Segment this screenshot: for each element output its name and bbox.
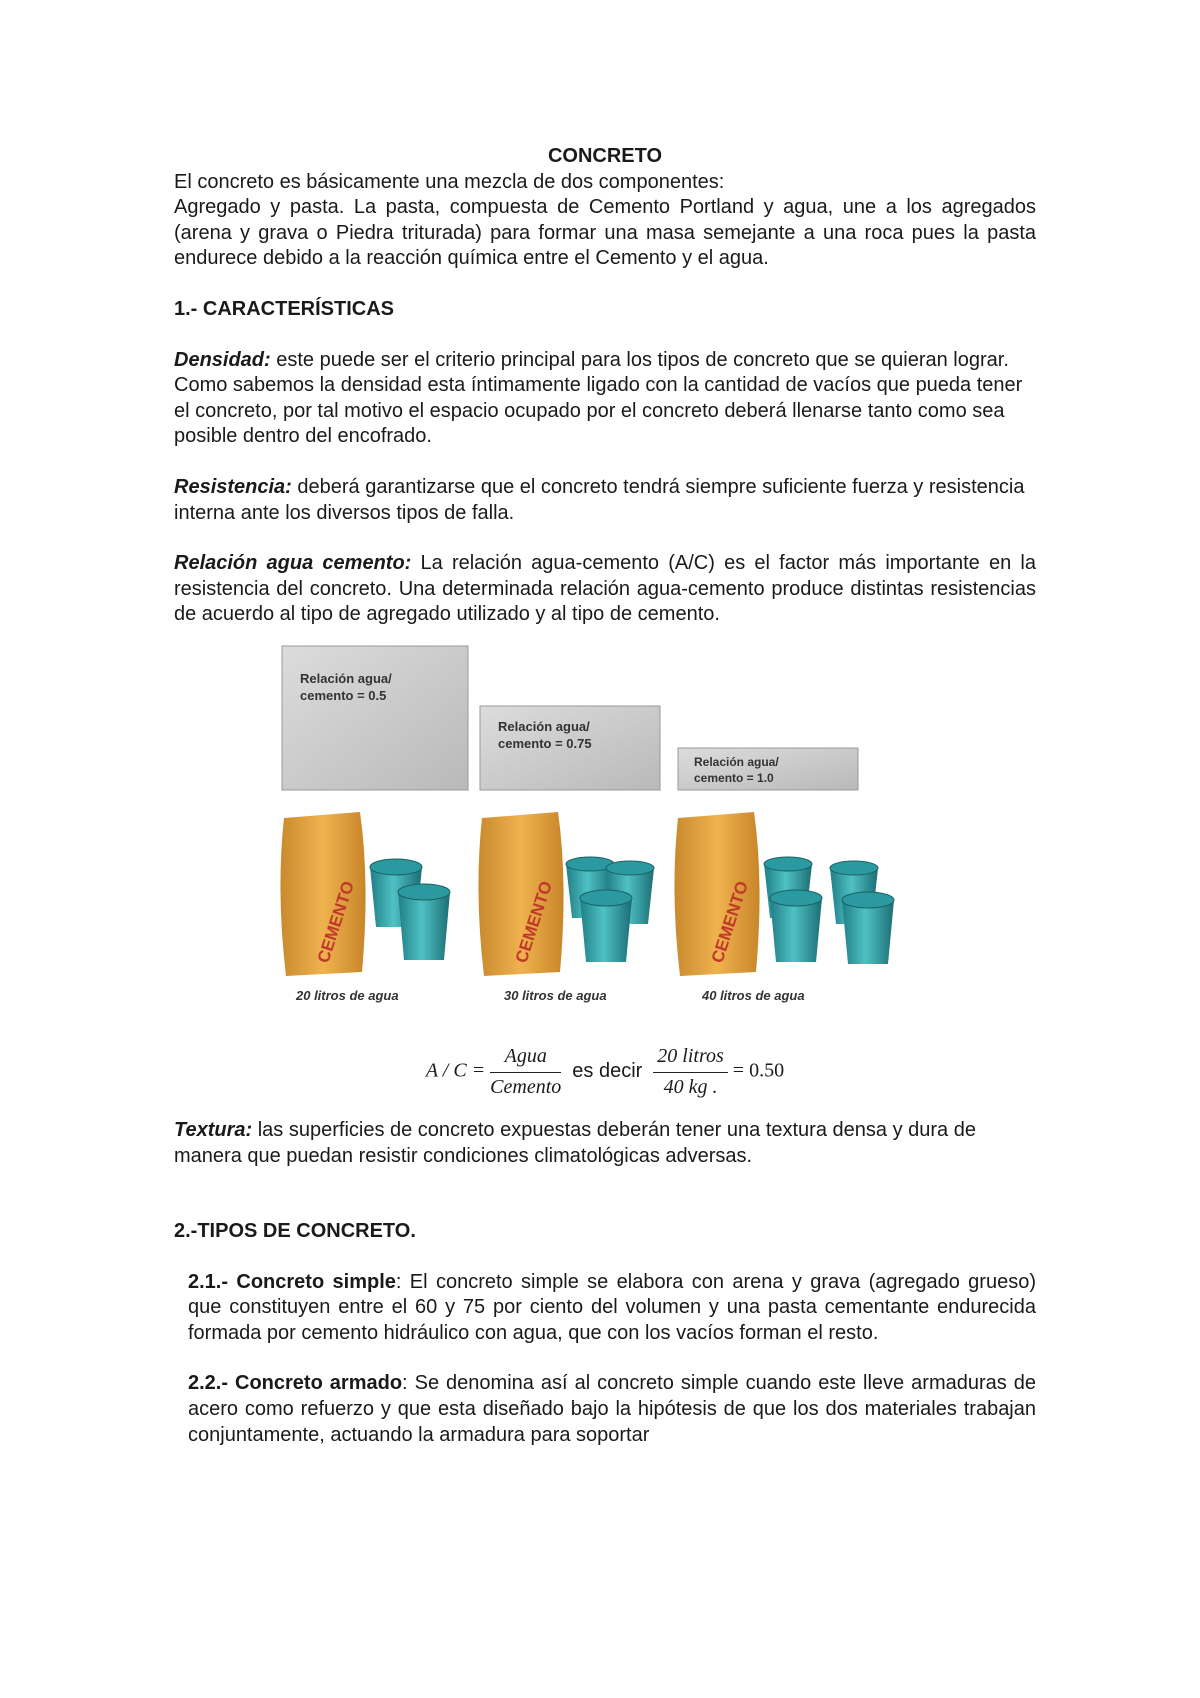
textura-text: las superficies de concreto expuestas deberán tener una textura densa y dura de manera que puedan resistir condiciones climatológicas adversas. (174, 1118, 976, 1167)
section-2-heading: 2.-TIPOS DE CONCRETO. (174, 1220, 416, 1243)
sign-3-line-1: Relación agua/ (694, 754, 779, 769)
water-cement-illustration (270, 642, 920, 1032)
caption-1: 20 litros de agua (296, 987, 399, 1003)
caption-3: 40 litros de agua (702, 987, 805, 1003)
sign-2-line-1: Relación agua/ (498, 718, 590, 734)
sign-board-1 (282, 646, 468, 790)
document-page (174, 144, 1036, 1448)
bucket-2-3 (580, 890, 632, 962)
sign-2-line-2: cemento = 0.75 (498, 735, 592, 751)
resistencia-label: Resistencia: (174, 475, 292, 498)
densidad-text: este puede ser el criterio principal para los tipos de concreto que se quieran lograr. Como sabemos la densidad esta íntimamente ligado con la cantidad de vacíos que pueda tener el concreto, por tal motivo el espacio ocupado por el concreto deberá llenarse tanto como sea posible dentro del encofrado. (174, 348, 1023, 448)
water-cement-formula (174, 1044, 1036, 1104)
bag-2-label: CEMENTO (511, 878, 556, 966)
concreto-simple-label: 2.1.- Concreto simple (188, 1270, 396, 1293)
concreto-armado-label: 2.2.- Concreto armado (188, 1372, 403, 1395)
densidad-label: Densidad: (174, 348, 271, 371)
densidad-paragraph (174, 348, 1036, 450)
fraction-agua-cemento (490, 1044, 561, 1100)
bucket-1-2 (398, 884, 450, 960)
concreto-simple-text: : El concreto simple se elabora con arena y grava (agregado grueso) que constituyen entre el 60 y 75 por ciento del volumen y una pasta cementante endurecida formada por cemento hidráulico con agua, que con los vacíos forman el resto. (188, 1270, 1036, 1344)
sign-1-line-2: cemento = 0.5 (300, 687, 387, 703)
fraction-2-numerator: 20 litros (653, 1044, 728, 1073)
intro-paragraph: Agregado y pasta. La pasta, compuesta de Cemento Portland y agua, une a los agregados (arena y grava o Piedra triturada) para formar una masa semejante a una roca pues la pasta endurece debido a la reacción química entre el Cemento y el agua. (174, 196, 1036, 270)
water-cement-figure (270, 642, 920, 1032)
bag-1-label: CEMENTO (313, 878, 358, 966)
relacion-text: La relación agua-cemento (A/C) es el factor más importante en la resistencia del concreto. Una determinada relación agua-cemento produce distintas resistencias de acuerdo al tipo de agregado utilizado y al tipo de cemento. (174, 552, 1036, 626)
fraction-litros-kg (653, 1044, 728, 1100)
formula-result: = 0.50 (732, 1059, 785, 1082)
bucket-3-3 (770, 890, 822, 962)
formula-middle-text: es decir (572, 1059, 643, 1082)
concreto-armado-text: : Se denomina así al concreto simple cuando este lleve armaduras de acero como refuerzo y que esta diseñado bajo la hipótesis de que los dos materiales trabajan conjuntamente, actuando la armadura para soportar (188, 1372, 1036, 1446)
sign-3-line-2: cemento = 1.0 (694, 770, 774, 785)
bucket-3-4 (842, 892, 894, 964)
concreto-simple-paragraph (188, 1270, 1036, 1347)
page-title: CONCRETO (547, 145, 663, 167)
section-1-heading: 1.- CARACTERÍSTICAS (174, 297, 395, 320)
relacion-paragraph (174, 551, 1036, 628)
formula-lhs: A / C = (425, 1059, 486, 1082)
group-ratio-0-5 (280, 646, 468, 1003)
textura-paragraph (174, 1118, 1036, 1169)
fraction-1-numerator: Agua (490, 1044, 561, 1073)
intro-line: El concreto es básicamente una mezcla de dos componentes: (174, 170, 725, 193)
sign-1-line-1: Relación agua/ (300, 670, 392, 686)
fraction-1-denominator: Cemento (490, 1075, 562, 1098)
fraction-2-denominator: 40 kg . (663, 1075, 718, 1098)
relacion-label: Relación agua cemento: (174, 552, 412, 575)
caption-2: 30 litros de agua (504, 987, 607, 1003)
group-ratio-0-75 (478, 706, 660, 1003)
resistencia-text: deberá garantizarse que el concreto tendrá siempre suficiente fuerza y resistencia interna ante los diversos tipos de falla. (174, 475, 1025, 524)
resistencia-paragraph (174, 475, 1036, 526)
group-ratio-1-0 (674, 748, 894, 1003)
concreto-armado-paragraph (188, 1371, 1036, 1448)
textura-label: Textura: (174, 1118, 253, 1141)
bag-3-label: CEMENTO (707, 878, 752, 966)
